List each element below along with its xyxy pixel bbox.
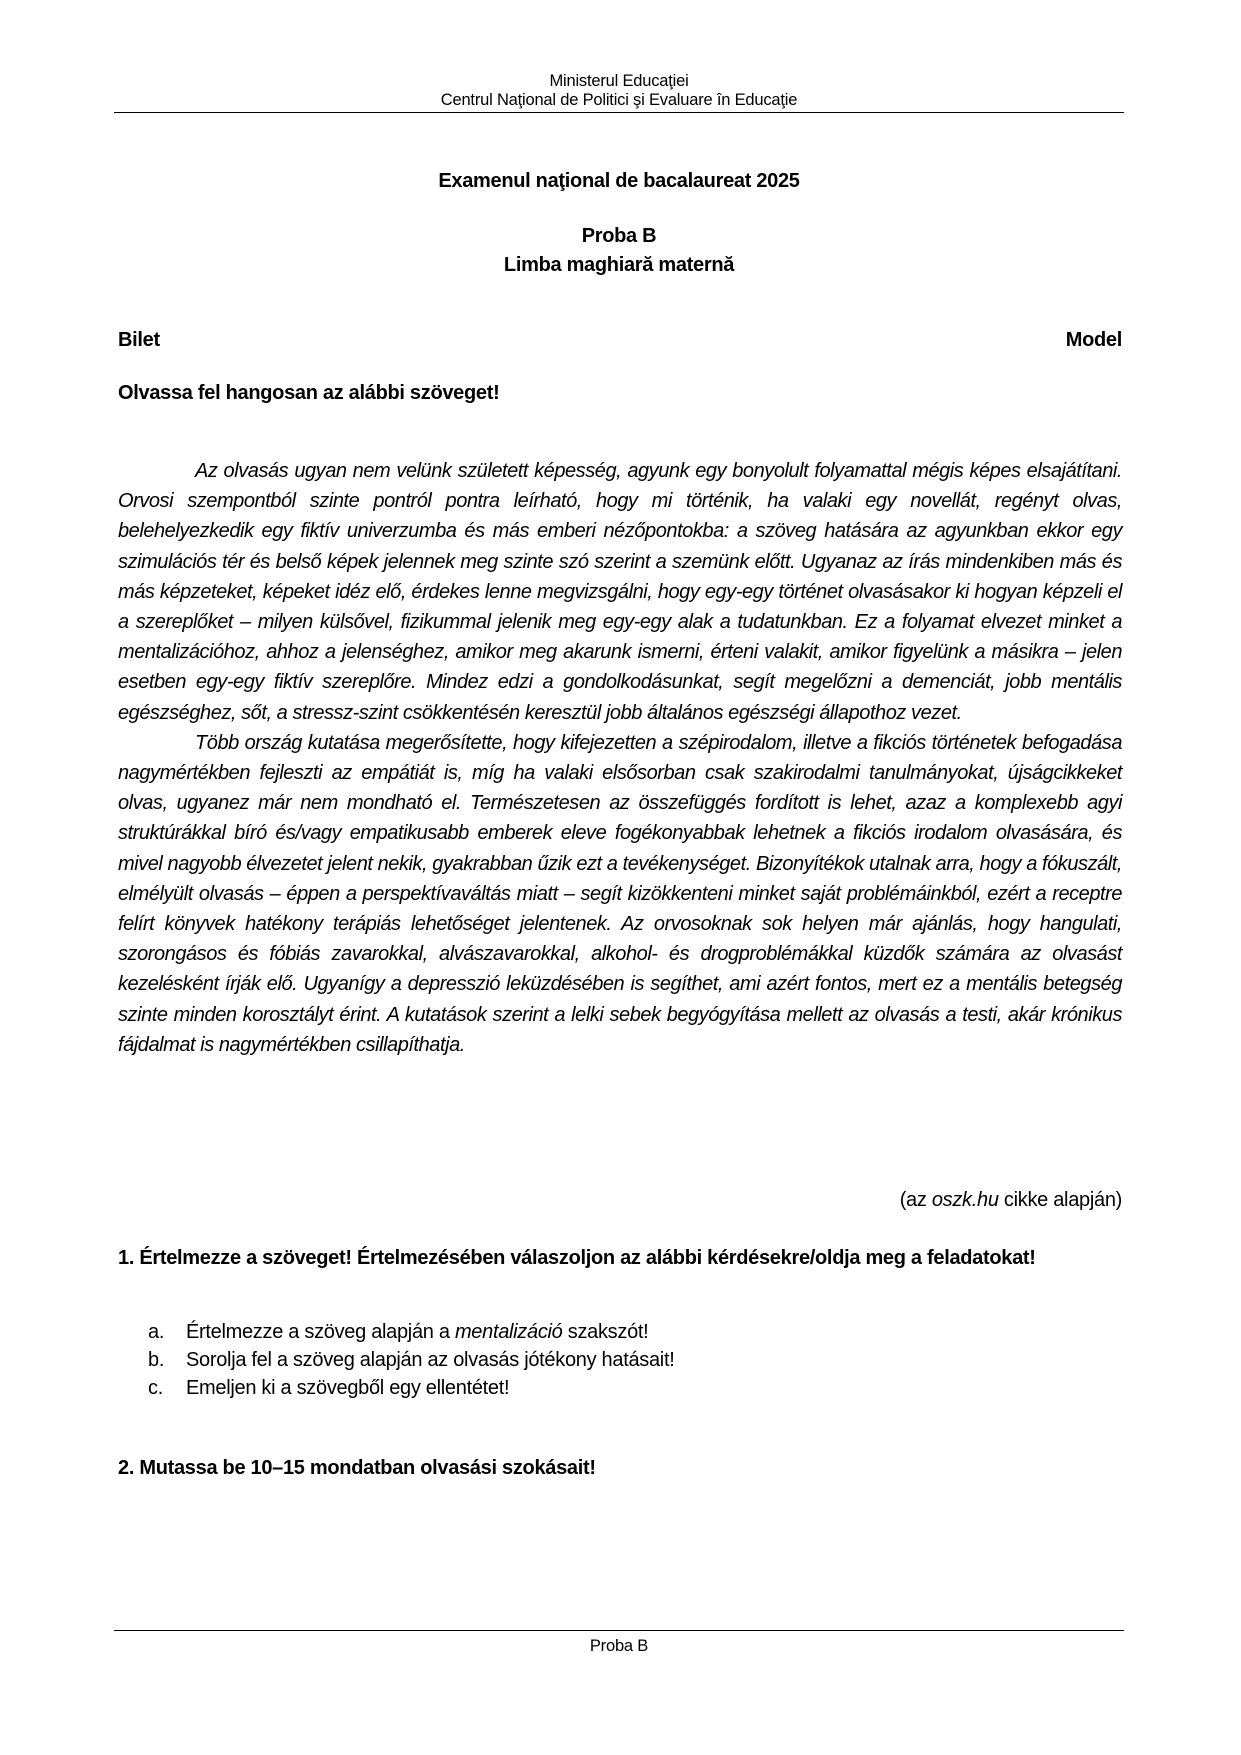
subtask-marker: a. bbox=[148, 1321, 165, 1343]
reading-passage bbox=[118, 456, 1122, 1060]
proba-label: Proba B bbox=[581, 225, 657, 247]
subject-block bbox=[114, 222, 1124, 280]
subtask-c bbox=[148, 1374, 1048, 1402]
source-name: oszk.hu bbox=[931, 1189, 999, 1211]
footer-label: Proba B bbox=[589, 1637, 649, 1655]
task-1-subtasks bbox=[148, 1318, 1048, 1402]
ticket-row bbox=[118, 329, 1122, 352]
model-label: Model bbox=[1065, 329, 1122, 351]
task-1: 1. Értelmezze a szöveget! Értelmezésében válaszoljon az alábbi kérdésekre/oldja meg a feladatokat! bbox=[118, 1247, 1036, 1269]
subtask-text bbox=[186, 1318, 648, 1346]
subtask-text: Sorolja fel a szöveg alapján az olvasás jótékony hatásait! bbox=[186, 1349, 675, 1371]
reading-instruction: Olvassa fel hangosan az alábbi szöveget! bbox=[118, 382, 500, 404]
subtask-b bbox=[148, 1346, 1048, 1374]
page-footer bbox=[114, 1630, 1124, 1656]
subtask-text-after: szakszót! bbox=[562, 1321, 649, 1343]
source-citation bbox=[118, 1189, 1122, 1212]
source-suffix: cikke alapján) bbox=[998, 1189, 1122, 1211]
ministry-name: Ministerul Educaţiei bbox=[549, 72, 689, 90]
ticket-label: Bilet bbox=[118, 329, 160, 351]
passage-paragraph-2: Több ország kutatása megerősítette, hogy kifejezetten a szépirodalom, illetve a fikciós történetek befogadása nagymértékben fejleszti az empátiát is, míg ha valaki elsősorban csak szakirodalmi tanulmányokat, újságcikkeket olvas, ugyanez már nem mondható el. Természetesen az összefüggés fordított is lehet, azaz a komplexebb agyi struktúrákkal bíró és/vagy empatikusabb emberek eleve fogékonyabbak lehetnek a fikciós irodalom olvasására, és mivel nagyobb élvezetet jelent nekik, gyakrabban űzik ezt a tevékenységet. Bizonyítékok utalnak arra, hogy a fókuszált, elmélyült olvasás – éppen a perspektívaváltás miatt – segít kizökkenteni minket saját problémáinkból, ezért a receptre felírt könyvek hatékony terápiás lehetőséget jelentenek. Az orvosoknak sok helyen már ajánlás, hogy hangulati, szorongásos és fóbiás zavarokkal, alvászavarokkal, alkohol- és drogproblémákkal küzdők számára az olvasást kezelésként írják elő. Ugyanígy a depresszió leküzdésében is segíthet, ami azért fontos, mert ez a mentális betegség szinte minden korosztályt érint. A kutatások szerint a lelki sebek begyógyítása mellett az olvasás a testi, akár krónikus fájdalmat is nagymértékben csillapíthatja. bbox=[118, 731, 1122, 1056]
task-2: 2. Mutassa be 10–15 mondatban olvasási szokásait! bbox=[118, 1457, 596, 1479]
exam-title: Examenul naţional de bacalaureat 2025 bbox=[438, 170, 800, 192]
center-name: Centrul Naţional de Politici şi Evaluare în Educaţie bbox=[440, 91, 798, 109]
source-prefix: (az bbox=[899, 1189, 932, 1211]
subject-name: Limba maghiară maternă bbox=[503, 254, 735, 276]
passage-paragraph-1: Az olvasás ugyan nem velünk született képesség, agyunk egy bonyolult folyamattal mégis képes elsajátítani. Orvosi szempontból szinte pontról pontra leírható, hogy mi történik, ha valaki egy novellát, regényt olvas, belehelyezkedik egy fiktív univerzumba és más emberi nézőpontokba: a szöveg hatására az agyunkban ekkor egy szimulációs tér és belső képek jelennek meg szinte szó szerint a szemünk előtt. Ugyanaz az írás mindenkiben más és más képzeteket, képeket idéz elő, érdekes lenne megvizsgálni, hogy egy-egy történet olvasásakor ki hogyan képzeli el a szereplőket – milyen külsővel, fizikummal jelenik meg egy-egy alak a tudatunkban. Ez a folyamat elvezet minket a mentalizációhoz, ahhoz a jelenséghez, amikor meg akarunk ismerni, érteni valakit, amikor figyelünk a másikra – jelen esetben egy-egy fiktív szereplőre. Mindez edzi a gondolkodásunkat, segít megelőzni a demenciát, jobb mentális egészséghez, sőt, a stressz-szint csökkentésén keresztül jobb általános egészségi állapothoz vezet. bbox=[118, 460, 1122, 724]
subtask-marker: c. bbox=[148, 1377, 163, 1399]
subtask-text: Emeljen ki a szövegből egy ellentétet! bbox=[186, 1377, 510, 1399]
subtask-text-before: Értelmezze a szöveg alapján a bbox=[186, 1321, 455, 1343]
subtask-a bbox=[148, 1318, 1048, 1346]
subtask-term: mentalizáció bbox=[454, 1321, 563, 1343]
subtask-marker: b. bbox=[148, 1349, 165, 1371]
page-header bbox=[114, 72, 1124, 113]
